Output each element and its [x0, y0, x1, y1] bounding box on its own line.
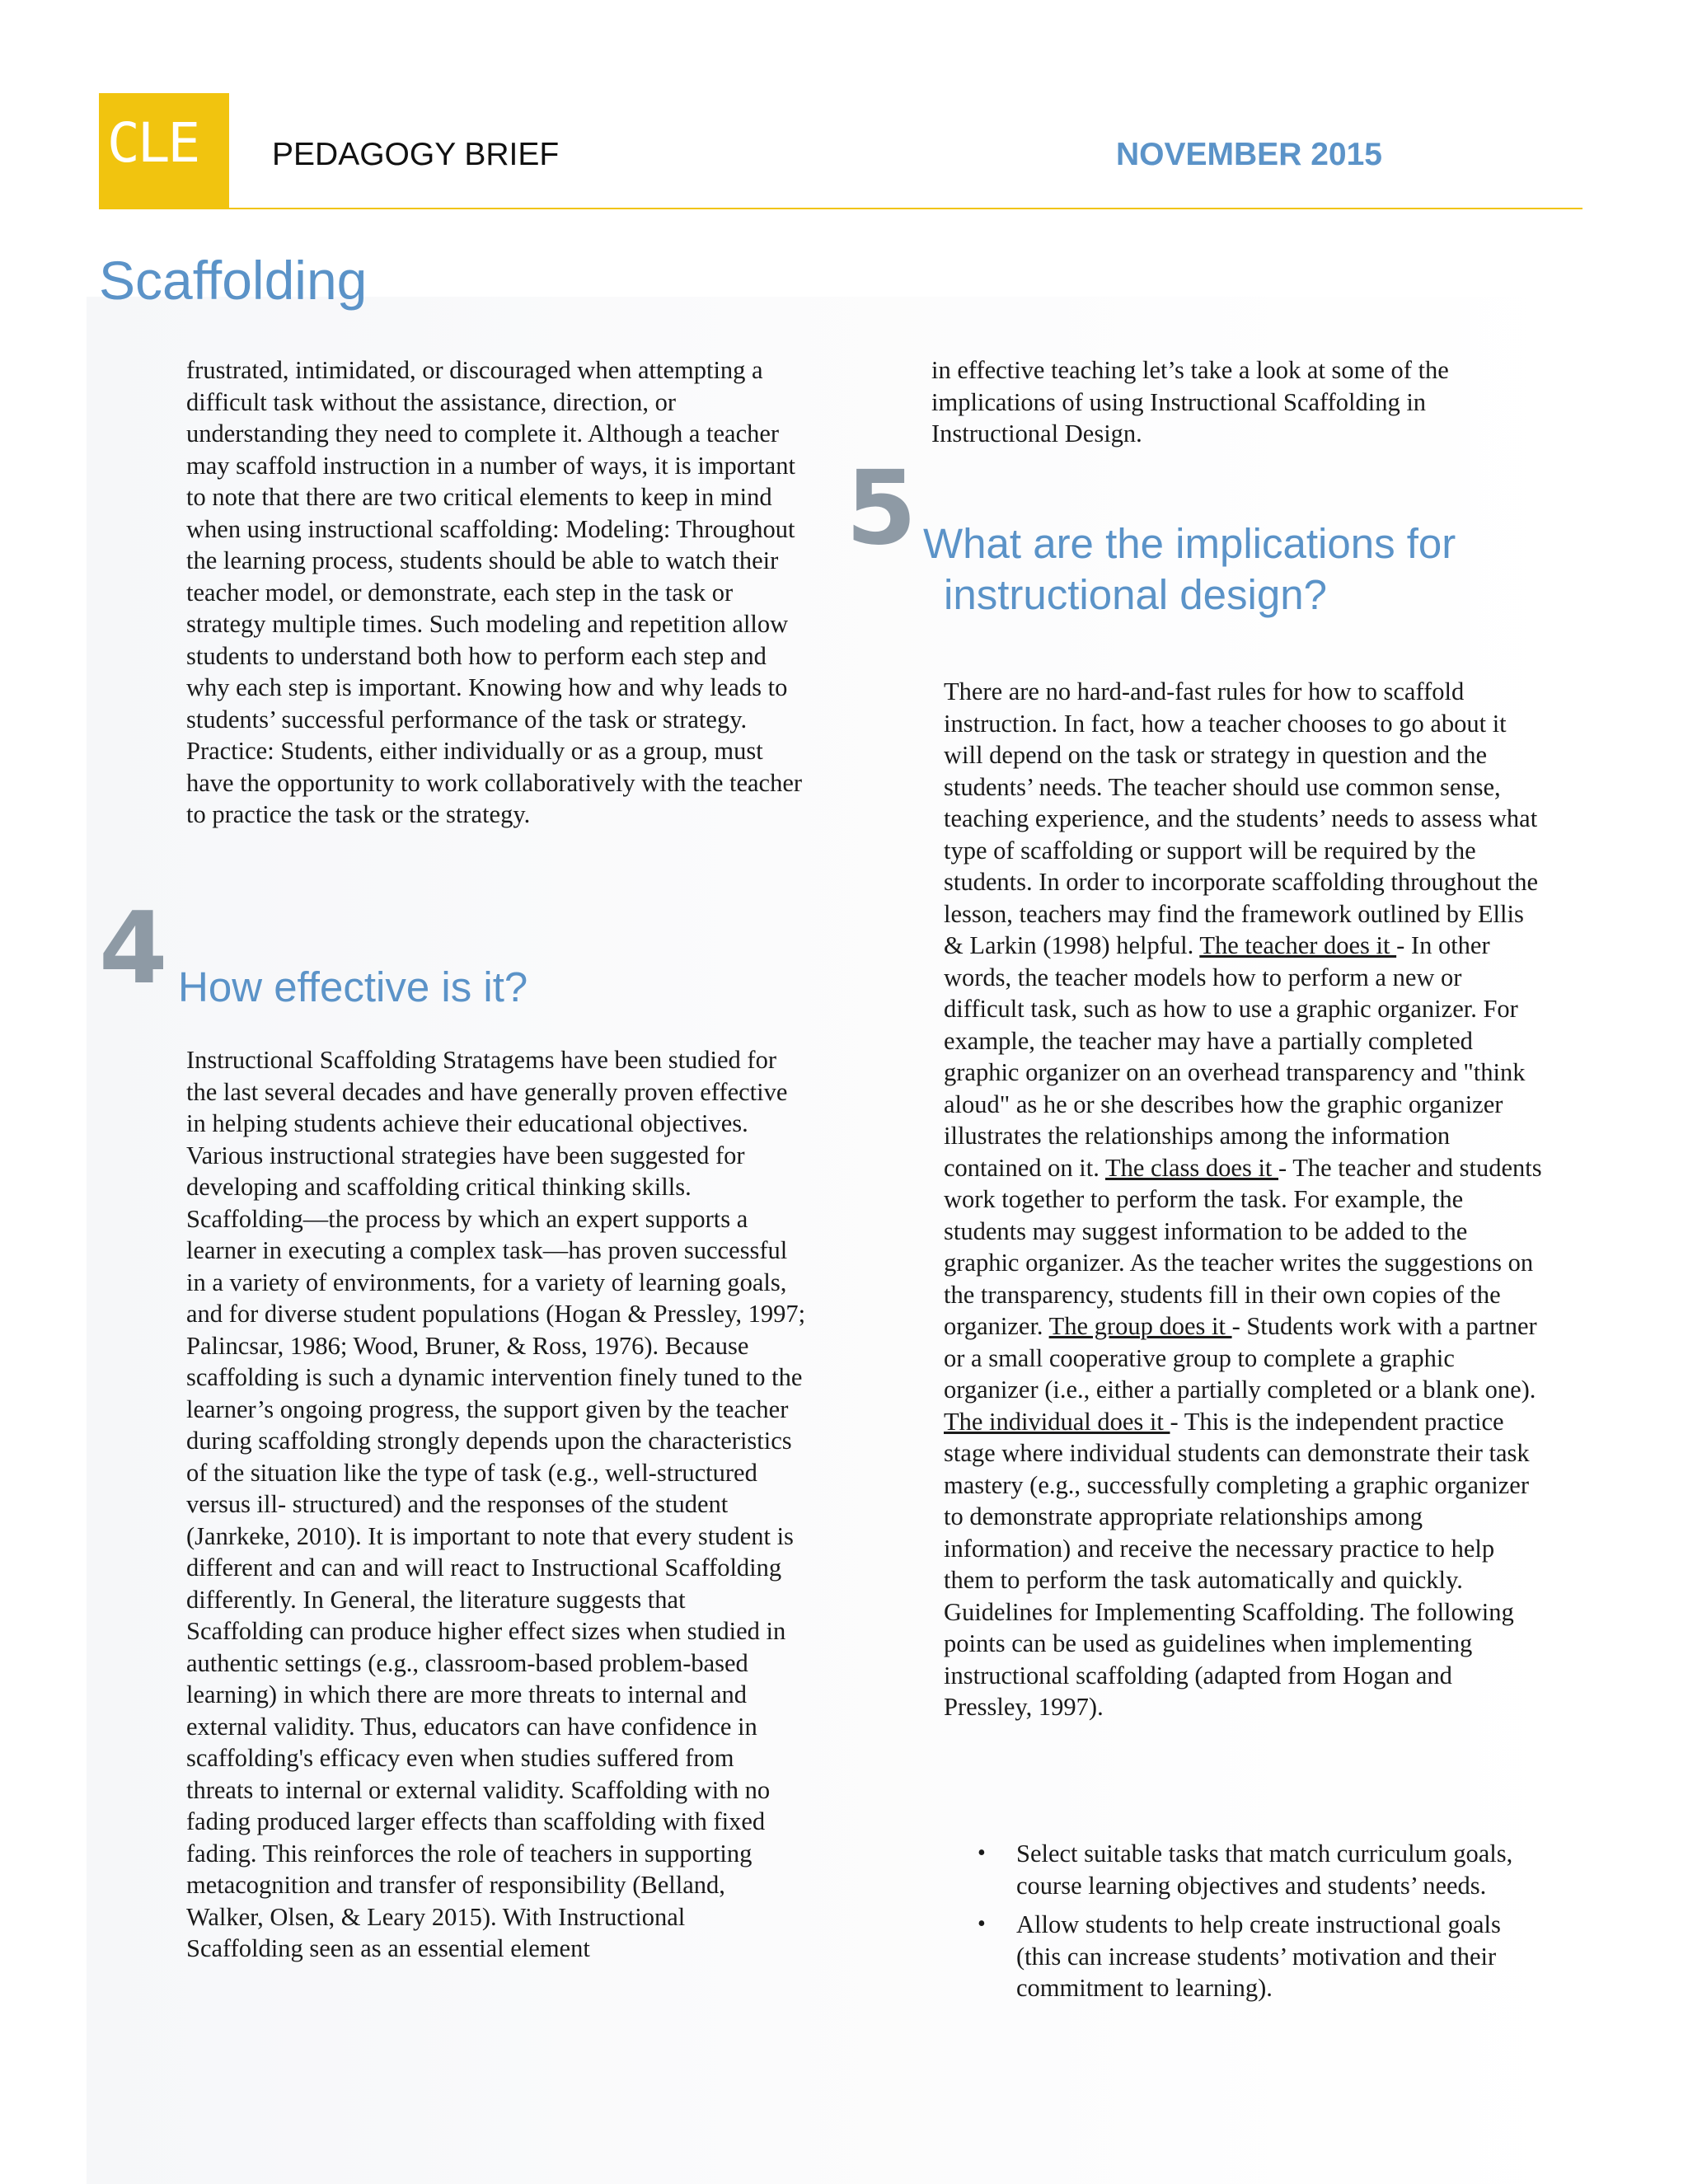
header-divider — [99, 208, 1582, 209]
page-title: Scaffolding — [99, 250, 368, 311]
link-class-does-it[interactable]: The class does it — [1104, 1153, 1279, 1182]
body-part-e: - This is the independent practice stage where individual students can demonstrate their task mastery (e.g., successfully completing a graphic organizer to demonstrate appropriate relationships among information) and receive the necessary practice to help them to perform the task automatically and quickly. Guidelines for Implementing Scaffolding. The following points can be used as guidelines when implementing instructional scaffolding (adapted from Hogan and Pressley, 1997). — [944, 1407, 1530, 1721]
section-5-heading-line1: What are the implications for — [923, 520, 1456, 567]
body-part-d: - Students work with a partner or a small cooperative group to complete a graphic organizer (i.e., either a partially completed or a blank one). — [944, 1312, 1537, 1404]
link-group-does-it[interactable]: The group does it — [1048, 1312, 1232, 1340]
section-5-body — [944, 676, 1545, 1723]
section-4-heading: How effective is it? — [178, 963, 528, 1010]
left-intro-text: frustrated, intimidated, or discouraged when attempting a difficult task without the assistance, direction, or understanding they need to complete it. Although a teacher may scaffold instruction in a number of ways, it is important to note that there are two critical elements to keep in mind when using instructional scaffolding: Modeling: Throughout the learning process, students should be able to watch their teacher model, or demonstrate, each step in the task or strategy multiple times. Such modeling and repetition allow students to understand both how to perform each step and why each step is important. Knowing how and why leads to students’ successful performance of the task or strategy. Practice: Students, either individually or as a group, must have the opportunity to work collaboratively with the teacher to practice the task or the strategy. — [186, 356, 803, 828]
left-intro-paragraph — [186, 354, 813, 831]
link-teacher-does-it[interactable]: The teacher does it — [1199, 931, 1397, 959]
body-part-a: There are no hard-and-fast rules for how to scaffold instruction. In fact, how a teacher chooses to go about it will depend on the task or strategy in question and the students’ needs. The teacher should use common sense, teaching experience, and the students’ needs to assess what type of scaffolding or support will be required by the students. In order to incorporate scaffolding throughout the lesson, teachers may find the framework outlined by Ellis & Larkin (1998) helpful. — [944, 677, 1539, 959]
guideline-item: • Allow students to help create instructional goals (this can increase students’ motivation and their commitment to learning). — [978, 1909, 1513, 2004]
right-intro-text: in effective teaching let’s take a look at some of the implications of using Instructional Scaffolding in Instructional Design. — [931, 356, 1449, 448]
right-intro-paragraph — [931, 354, 1525, 450]
section-4-text: Instructional Scaffolding Stratagems have been studied for the last several decades and have generally proven effective in helping students achieve their educational objectives. Various instructional strategies have been suggested for developing and scaffolding critical thinking skills. Scaffolding—the process by which an expert supports a learner in executing a complex task—has proven successful in a variety of environments, for a variety of learning goals, and for diverse student populations (Hogan & Pressley, 1997; Palincsar, 1986; Wood, Bruner, & Ross, 1976). Because scaffolding is such a dynamic intervention finely tuned to the learner’s ongoing progress, the support given by the teacher during scaffolding strongly depends upon the characteristics of the situation like the type of task (e.g., well-structured versus ill- structured) and the responses of the student (Janrkeke, 2010). It is important to note that every student is different and can and will react to Instructional Scaffolding differently. In General, the literature suggests that Scaffolding can produce higher effect sizes when studied in authentic settings (e.g., classroom-based problem-based learning) in which there are more threats to internal and external validity. Thus, educators can have confidence in scaffolding's efficacy even when studies suffered from threats to internal or external validity. Scaffolding with no fading produced larger effects than scaffolding with fixed fading. This reinforces the role of teachers in supporting metacognition and transfer of responsibility (Belland, Walker, Olsen, & Leary 2015). With Instructional Scaffolding seen as an essential element — [186, 1046, 806, 1962]
cle-logo — [99, 93, 229, 209]
logo-text: CLE — [107, 111, 199, 175]
section-5-number: 5 — [846, 449, 917, 568]
section-5-text — [944, 676, 1545, 1723]
guidelines-list — [978, 1838, 1513, 2012]
guideline-item: • Select suitable tasks that match curriculum goals, course learning objectives and students’ needs. — [978, 1838, 1513, 1901]
section-5-heading-line2: instructional design? — [944, 571, 1327, 618]
section-4-body — [186, 1044, 806, 1965]
brief-label: PEDAGOGY BRIEF — [272, 137, 560, 172]
body-part-b: - In other words, the teacher models how to perform a new or difficult task, such as how to use a graphic organizer. For example, the teacher may have a partially completed graphic organizer on an overhead transparency and "think aloud" as he or she describes how the graphic organizer illustrates the relationships among the information contained on it. — [944, 931, 1526, 1182]
publication-date: NOVEMBER 2015 — [1116, 137, 1382, 172]
section-4-number: 4 — [99, 892, 168, 1006]
link-individual-does-it[interactable]: The individual does it — [944, 1407, 1170, 1436]
body-part-c: - The teacher and students work together to perform the task. For example, the students may suggest information to be added to the graphic organizer. As the teacher writes the suggestions on the transparency, students fill in their own copies of the organizer. — [944, 1153, 1542, 1340]
